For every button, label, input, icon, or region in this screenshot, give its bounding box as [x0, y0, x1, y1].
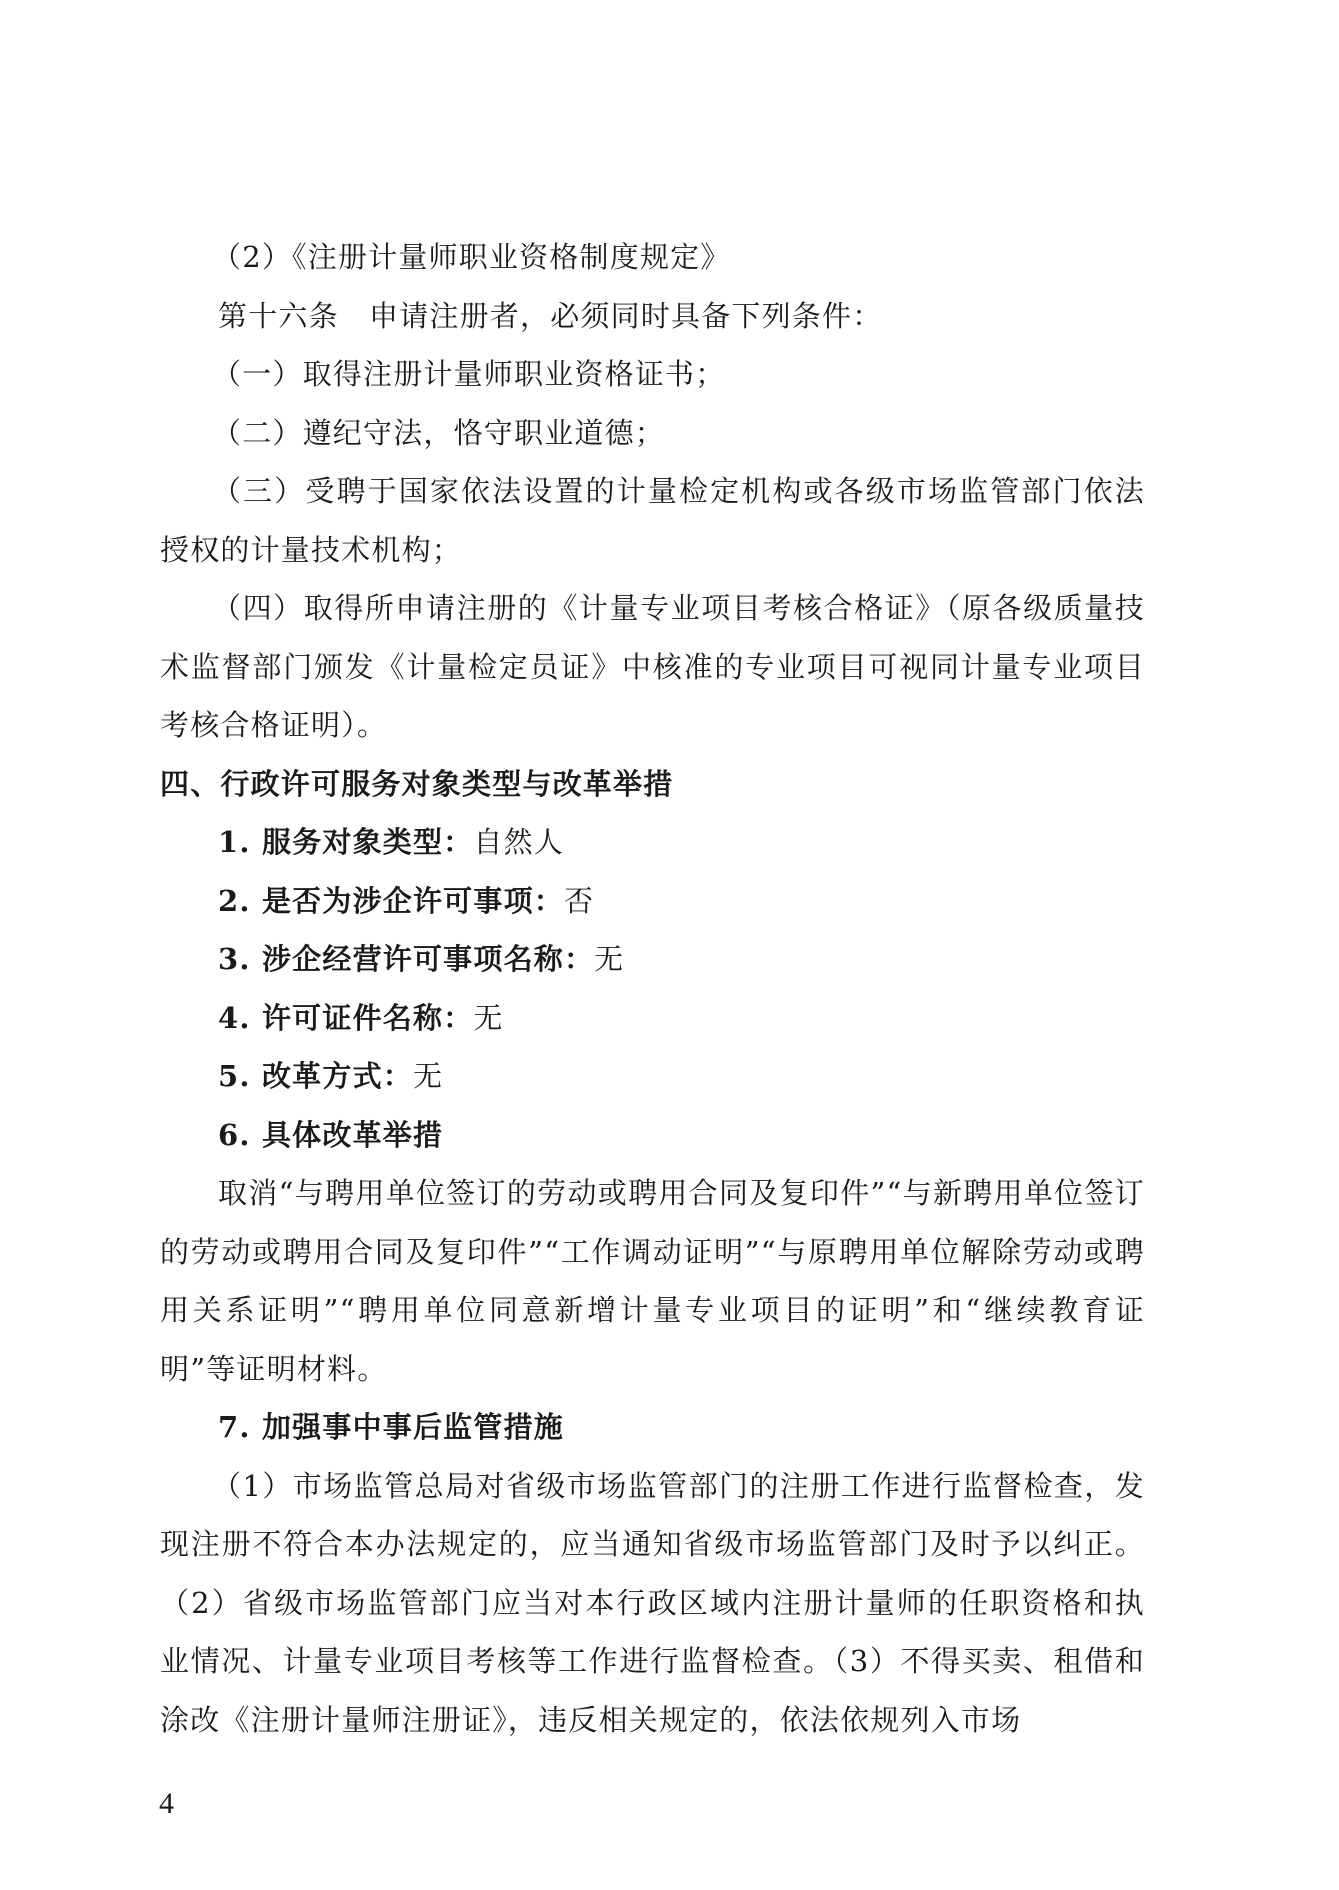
item-2-value: 否: [563, 883, 595, 918]
item-6-heading: 6. 具体改革举措: [218, 1117, 444, 1152]
item-7-text: （1）市场监管总局对省级市场监管部门的注册工作进行监督检查，发现注册不符合本办法规定的，应当通知省级市场监管部门及时予以纠正。（2）省级市场监管部门应当对本行政区域内注册计量师的任职资格和执业情况、计量专业项目考核等工作进行监督检查。（3）不得买卖、租借和涂改《注册计量师注册证》，违反相关规定的，依法依规列入市场: [160, 1468, 1145, 1737]
item-4-value: 无: [473, 1000, 504, 1035]
item-2-label: 2. 是否为涉企许可事项：: [218, 883, 564, 918]
condition-1: （一）取得注册计量师职业资格证书；: [212, 357, 726, 391]
item-7-heading: 7. 加强事中事后监管措施: [218, 1410, 564, 1444]
condition-2: （二）遵纪守法，恪守职业道德；: [212, 415, 666, 450]
condition-3: （三）受聘于国家依法设置的计量检定机构或各级市场监管部门依法授权的计量技术机构；: [160, 474, 1145, 567]
item-5-label: 5. 改革方式：: [218, 1059, 413, 1093]
item-2: [160, 872, 1145, 931]
item-6-text: 取消“与聘用单位签订的劳动或聘用合同及复印件”“与新聘用单位签订的劳动或聘用合同及复印件”“工作调动证明”“与原聘用单位解除劳动或聘用关系证明”“聘用单位同意新增计量专业项目的证明”和“继续教育证明”等证明材料。: [160, 1176, 1145, 1386]
item-5-value: 无: [412, 1059, 444, 1093]
section-4-heading: 四、行政许可服务对象类型与改革举措: [160, 766, 674, 801]
article-16: 第十六条 申请注册者，必须同时具备下列条件：: [218, 298, 883, 333]
condition-4: （四）取得所申请注册的《计量专业项目考核合格证》（原各级质量技术监督部门颁发《计量检定员证》中核准的专业项目可视同计量专业项目考核合格证明）。: [160, 591, 1145, 742]
item-1-label: 1. 服务对象类型：: [218, 825, 474, 859]
body-text: [160, 228, 1145, 1749]
item-1-value: 自然人: [473, 825, 564, 859]
item-3: [160, 930, 1145, 989]
item-3-value: 无: [594, 942, 625, 976]
item-3-label: 3. 涉企经营许可事项名称：: [218, 942, 595, 976]
regulation-ref: （2）《注册计量师职业资格制度规定》: [212, 240, 731, 274]
item-5: [160, 1047, 1145, 1106]
item-4: [160, 989, 1145, 1048]
item-4-label: 4. 许可证件名称：: [218, 1000, 474, 1035]
page-number: 4: [159, 1787, 174, 1820]
item-1: [160, 813, 1145, 872]
